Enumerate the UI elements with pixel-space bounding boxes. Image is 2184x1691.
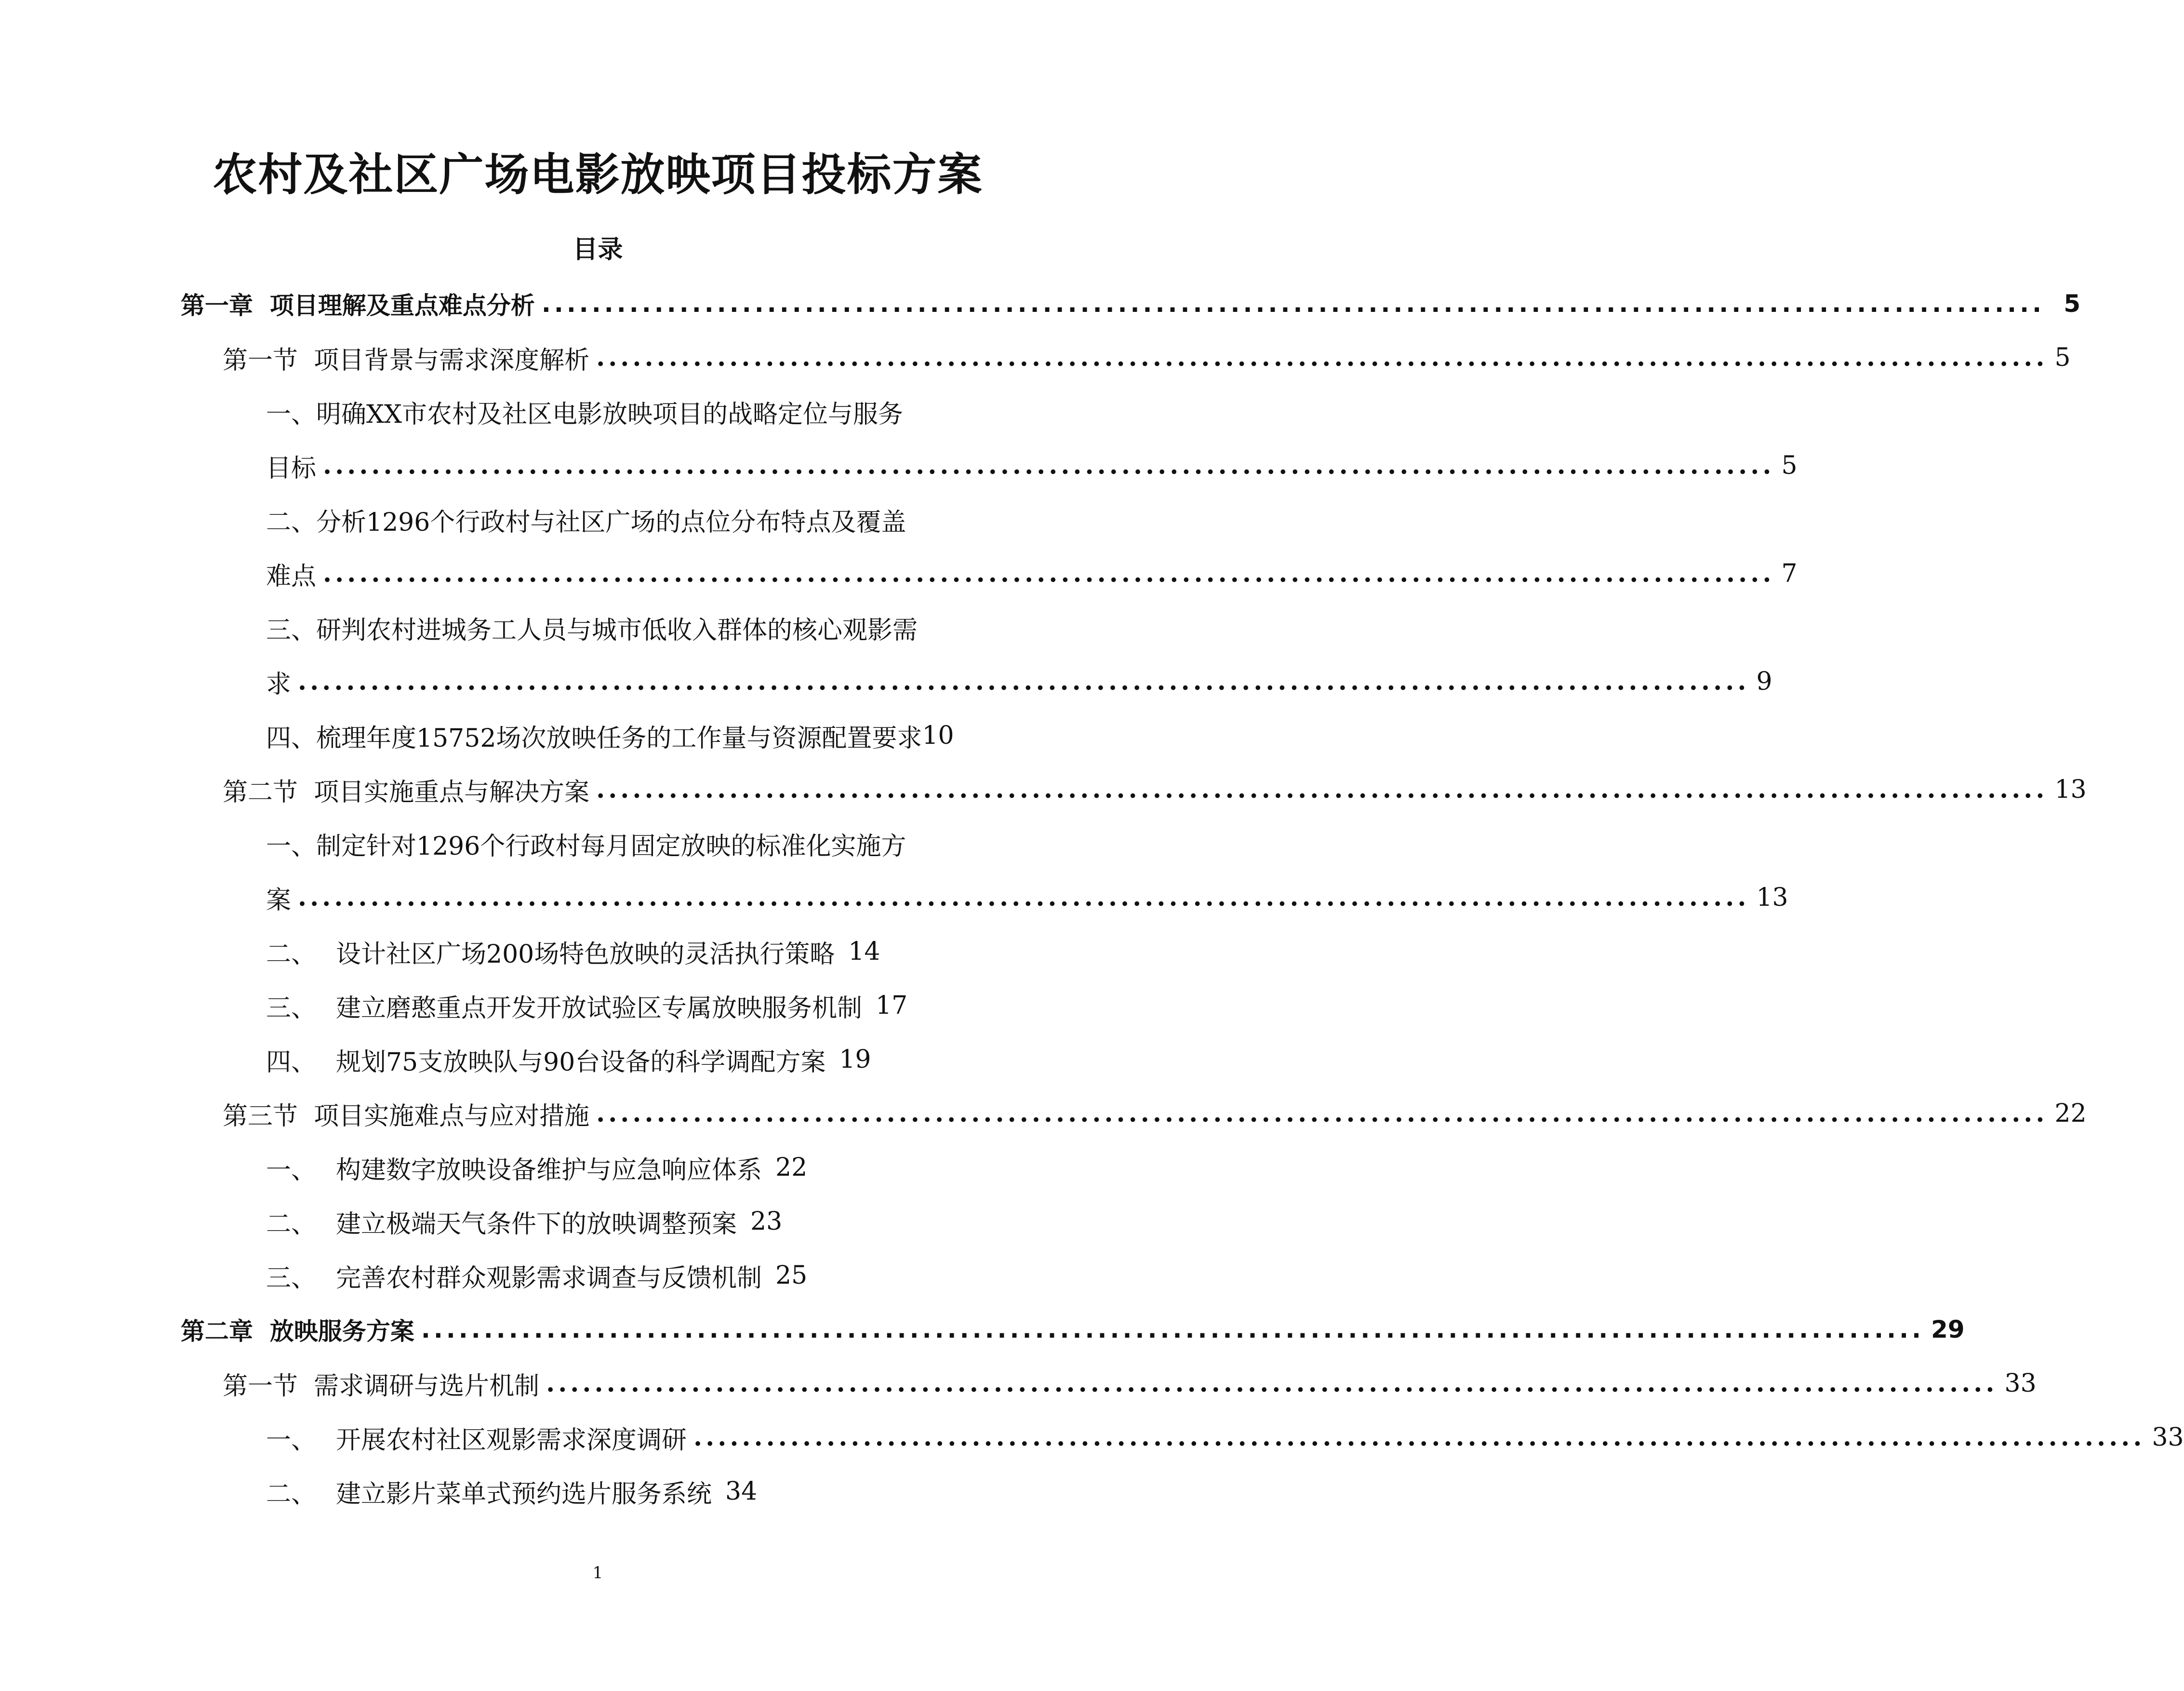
toc-entry-label: 第一章 项目理解及重点难点分析 [181,292,535,320]
toc-entry-label: 二、 建立影片菜单式预约选片服务系统 [266,1479,712,1509]
toc-dot-leader: ........................................................................................................................ [693,1423,2145,1452]
toc-entry-item-1-1-3[interactable] [0,662,1772,701]
toc-entry-label: 第一节 需求调研与选片机制 [223,1371,540,1401]
toc-entry-label: 三、 建立磨憨重点开发开放试验区专属放映服务机制 [266,993,863,1023]
toc-entry-item-1-2-1-line1[interactable]: 一、 制定针对1296个行政村每月固定放映的标准化实施方 [266,832,906,861]
toc-entry-label: 第二节 项目实施重点与解决方案 [223,778,590,807]
toc-entry-item-1-1-4[interactable]: 四、 梳理年度15752场次放映任务的工作量与资源配置要求 10 [266,721,954,753]
toc-page-number: 9 [1756,667,1772,696]
toc-entry-item-2-1-1[interactable] [0,1418,2184,1457]
toc-page-number: 17 [876,991,908,1020]
toc-entry-label: 二、 设计社区广场200场特色放映的灵活执行策略 [266,939,835,969]
toc-dot-leader: ........................................................................................................................ [541,290,2045,318]
toc-entry-label: 目标 [266,454,317,483]
toc-entry-label: 求 [266,670,292,699]
toc-page-number: 14 [848,937,880,966]
toc-page-number: 33 [2152,1423,2184,1452]
toc-entry-item-1-2-2[interactable] [0,932,930,971]
toc-entry-label: 四、 规划75支放映队与90台设备的科学调配方案 [266,1047,826,1077]
toc-page-number: 10 [922,721,954,750]
toc-entry-item-1-1-3-line1[interactable]: 三、 研判农村进城务工人员与城市低收入群体的核心观影需 [266,616,918,645]
toc-page-number: 33 [2004,1369,2037,1398]
toc-dot-leader: ........................................................................................................................ [596,1099,2048,1128]
toc-entry-label: 难点 [266,562,317,591]
toc-entry-label: 一、 构建数字放映设备维护与应急响应体系 [266,1155,762,1185]
toc-dot-leader: ........................................................................................................................ [546,1369,1998,1398]
toc-entry-label: 二、 建立极端天气条件下的放映调整预案 [266,1209,737,1239]
toc-entry-section-1-2[interactable] [0,770,2087,809]
toc-page-number: 5 [2054,343,2071,372]
toc-entry-section-2-1[interactable] [0,1364,2037,1403]
toc-entry-label: 三、 完善农村群众观影需求调查与反馈机制 [266,1263,762,1293]
toc-entry-label: 案 [266,886,292,915]
toc-page-number: 23 [750,1207,783,1236]
toc-page-number: 22 [2054,1099,2087,1128]
toc-entry-label: 一、 开展农村社区观影需求深度调研 [266,1425,687,1455]
toc-dot-leader: ........................................................................................................................ [298,667,1750,696]
toc-page-number: 13 [2054,775,2087,804]
toc-dot-leader: ........................................................................................................................ [323,559,1775,588]
toc-entry-item-1-1-2[interactable] [0,554,1798,593]
toc-entry-item-1-1-1-line1[interactable]: 一、 明确XX市农村及社区电影放映项目的战略定位与服务 [266,400,904,429]
toc-entry-item-1-3-3[interactable] [0,1256,930,1295]
toc-page-number: 13 [1756,883,1788,912]
toc-dot-leader: ........................................................................................................................ [323,451,1775,480]
page-number: 1 [592,1563,603,1583]
toc-entry-label: 第三节 项目实施难点与应对措施 [223,1101,590,1131]
toc-entry-chapter-1[interactable] [0,284,2081,323]
toc-entry-item-1-2-3[interactable] [0,986,930,1025]
toc-entry-item-1-2-1[interactable] [0,878,1788,917]
toc-entry-label: 第一节 项目背景与需求深度解析 [223,346,590,375]
toc-entry-item-1-3-1[interactable] [0,1148,930,1187]
toc-page-number: 7 [1781,559,1798,588]
toc-page-number: 29 [1931,1315,1965,1343]
toc-page-number: 5 [2064,290,2081,318]
toc-dot-leader: ........................................................................................................................ [596,775,2048,804]
toc-entry-item-1-1-2-line1[interactable]: 二、 分析1296个行政村与社区广场的点位分布特点及覆盖 [266,508,906,537]
toc-dot-leader: ........................................................................................................................ [421,1315,1925,1343]
toc-dot-leader: ........................................................................................................................ [596,343,2048,372]
toc-page-number: 22 [775,1153,808,1182]
toc-page-number: 5 [1781,451,1798,480]
toc-page-number: 34 [725,1477,758,1506]
toc-entry-chapter-2[interactable] [0,1310,1965,1349]
toc-page-number: 19 [839,1045,871,1074]
toc-entry-section-1-3[interactable] [0,1094,2087,1133]
toc-page-number: 25 [775,1261,808,1290]
toc-entry-item-1-3-2[interactable] [0,1202,930,1241]
toc-dot-leader: ........................................................................................................................ [298,883,1750,912]
toc-entry-item-1-2-4[interactable] [0,1040,930,1079]
toc-entry-item-2-1-2[interactable] [0,1472,930,1511]
toc-heading: 目录 [573,235,623,264]
document-title: 农村及社区广场电影放映项目投标方案 [213,149,983,201]
toc-entry-section-1-1[interactable] [0,338,2071,377]
toc-entry-item-1-1-1[interactable] [0,446,1798,485]
toc-entry-label: 第二章 放映服务方案 [181,1317,414,1345]
